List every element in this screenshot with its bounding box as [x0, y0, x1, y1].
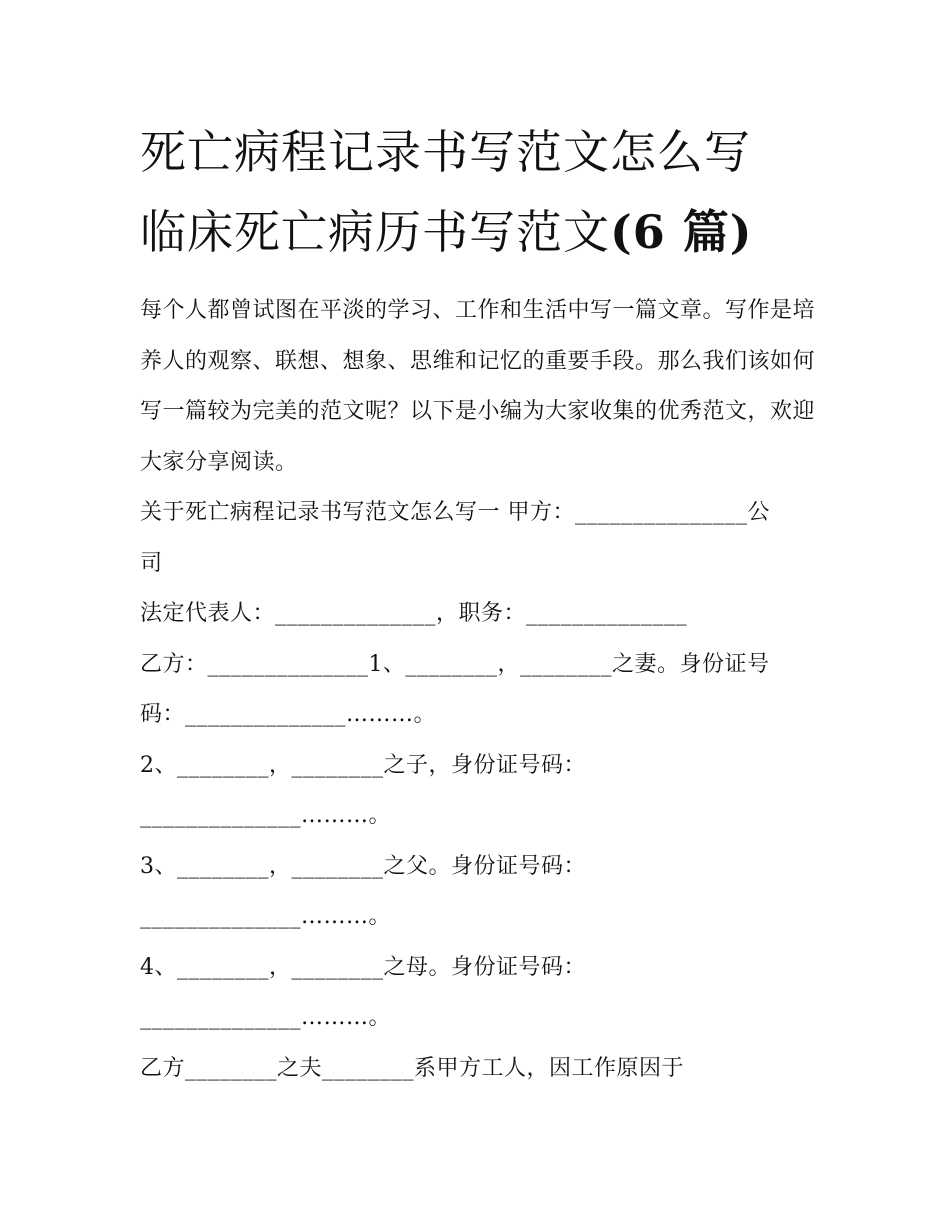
intro-paragraph: 每个人都曾试图在平淡的学习、工作和生活中写一篇文章。写作是培养人的观察、联想、想象、思维和记忆的重要手段。那么我们该如何写一篇较为完美的范文呢？以下是小编为大家收集的优秀范文，欢迎大家分享阅读。: [140, 298, 816, 475]
legal-representative-line: 法定代表人：______________，职务：______________: [140, 601, 688, 626]
party-b-line-1: 乙方：______________1、________，________之妻。身份证号: [140, 651, 770, 677]
section-1-line-2: 司: [140, 550, 163, 576]
item-2-line-2: ______________………。: [140, 803, 392, 828]
document-title: [140, 112, 820, 272]
party-b-line-2: 码：______________………。: [140, 702, 437, 727]
section-1-line-1: 关于死亡病程记录书写范文怎么写一 甲方：_______________公: [140, 500, 770, 525]
title-count: (6 篇): [610, 205, 753, 259]
title-line-2: [140, 192, 820, 272]
item-4-line-2: ______________………。: [140, 1005, 392, 1030]
item-3-line-2: ______________………。: [140, 904, 392, 929]
item-3-line-1: 3、________，________之父。身份证号码：: [140, 853, 586, 879]
final-line: 乙方________之夫________系甲方工人，因工作原因于: [140, 1055, 685, 1081]
title-line-2-text: 临床死亡病历书写范文: [140, 205, 610, 259]
title-line-1: 死亡病程记录书写范文怎么写: [140, 125, 751, 179]
document-page: [140, 112, 820, 1094]
item-2-line-1: 2、________，________之子，身份证号码：: [140, 752, 586, 778]
item-4-line-1: 4、________，________之母。身份证号码：: [140, 954, 586, 980]
